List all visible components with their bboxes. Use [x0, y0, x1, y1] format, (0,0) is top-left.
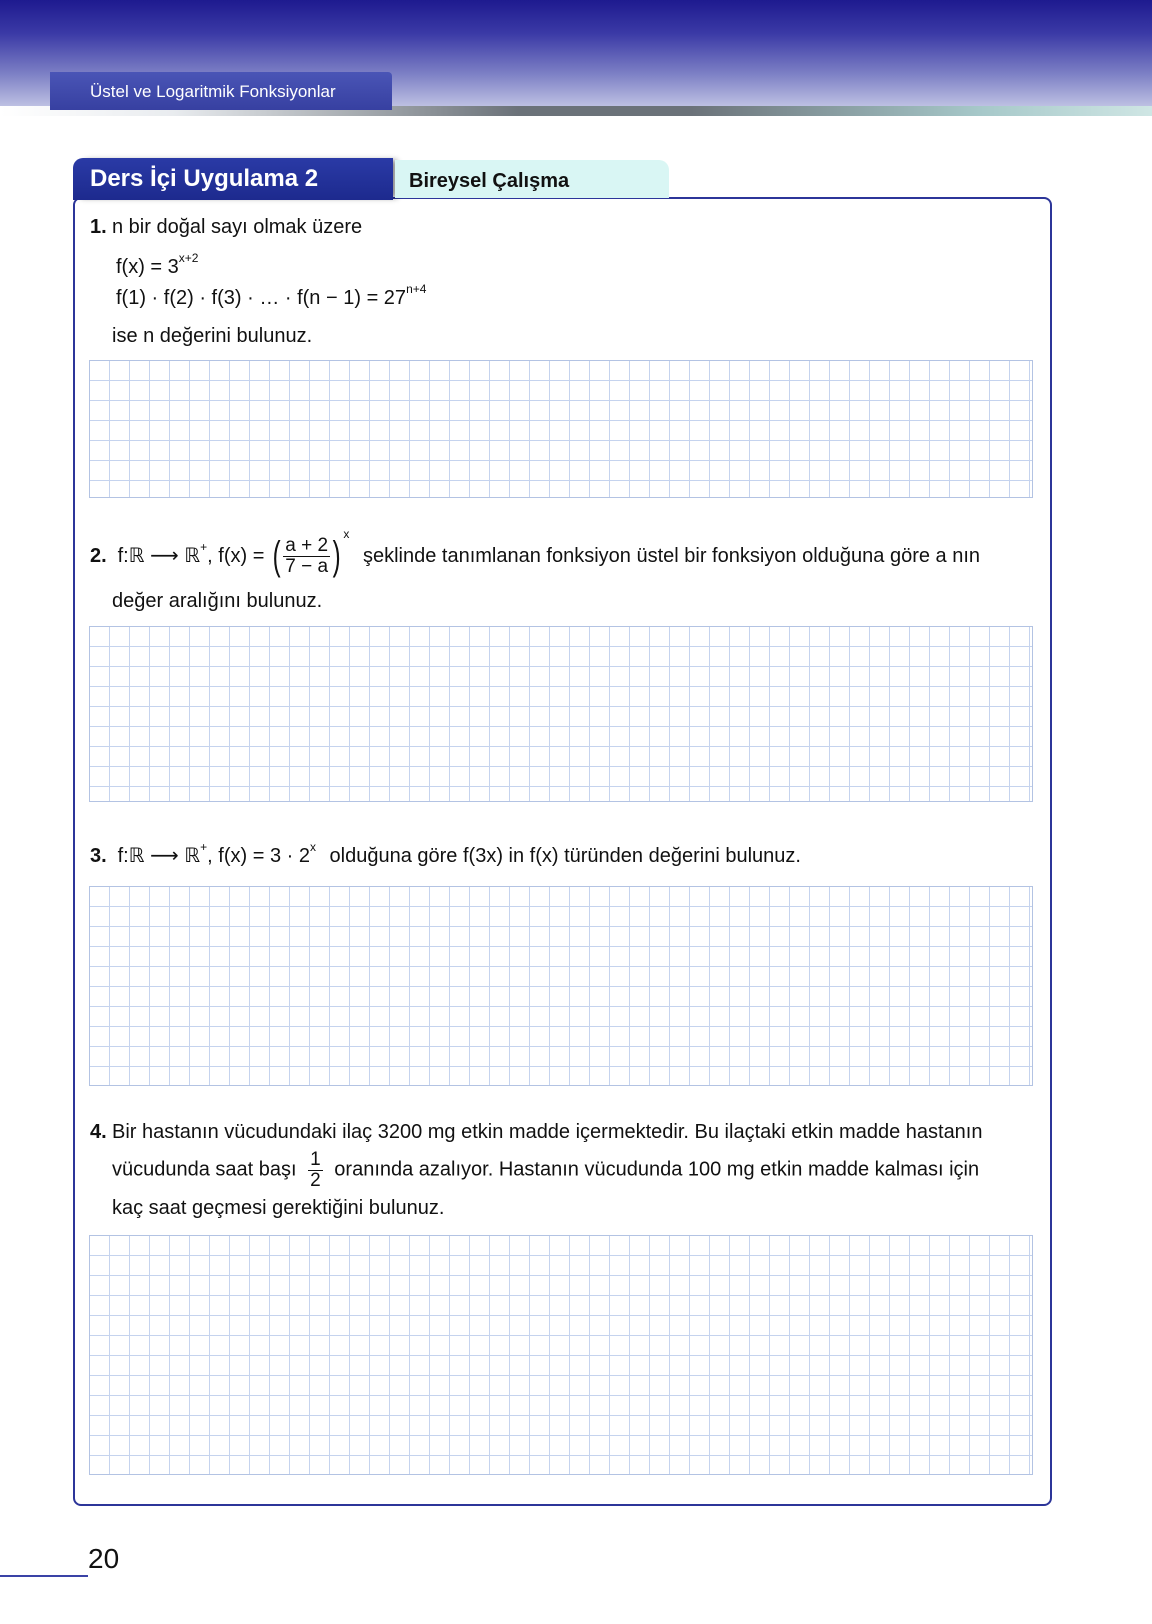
right-paren: ): [332, 534, 341, 579]
fraction: $\frac{1}{2}$: [310, 1149, 321, 1191]
equation-1: $f(x) = 3^{x+2}$: [116, 251, 199, 278]
question-text: şeklinde tanımlanan fonksiyon üstel bir fonksiyon olduğuna göre a nın: [362, 544, 981, 567]
answer-grid-1[interactable]: [89, 360, 1033, 498]
answer-grid-4[interactable]: [89, 1235, 1033, 1475]
equation-2: f(1) · f(2) · f(3) · … · $f(n - 1) = 27^{n+4}$: [116, 282, 427, 309]
question-ask: ise n değerini bulunuz.: [112, 325, 313, 347]
answer-grid-3[interactable]: [89, 886, 1033, 1086]
question-4-line2: vücudunda saat başı $\frac{1}{2}$ oranında azalıyor. Hastanın vücudunda 100 mg etkin madde kalması için: [112, 1149, 980, 1191]
section-title: Ders İçi Uygulama 2: [73, 158, 393, 200]
question-text-2: değer aralığını bulunuz.: [112, 590, 323, 612]
question-intro: n bir doğal sayı olmak üzere: [112, 216, 363, 238]
question-3: [90, 840, 801, 868]
question-number: 2.: [90, 544, 107, 567]
question-text: Bir hastanın vücudundaki ilaç 3200 mg etkin madde içermektedir. Bu ilaçtaki etkin madde hastanın: [112, 1121, 983, 1143]
fraction: $\frac{a + 2}{7 - a}$: [285, 535, 329, 577]
function-def: f:ℝ ⟶ ℝ+, f(x) =: [117, 540, 265, 567]
section-subtitle: Bireysel Çalışma: [395, 160, 669, 198]
question-text: olduğuna göre f(3x) in f(x) türünden değerini bulunuz.: [329, 845, 801, 867]
page-number: 20: [88, 1543, 120, 1574]
question-number: 3.: [90, 845, 107, 867]
question-number: 1.: [90, 216, 107, 238]
left-paren: (: [272, 534, 281, 579]
question-2: 2. f:ℝ ⟶ ℝ+, f(x) = ( $\frac{a + 2}{7 - a}$ )$^x$ şeklinde tanımlanan fonksiyon üstel bir fonksiyon olduğuna göre a nın: [90, 527, 981, 579]
question-4: [90, 1121, 983, 1144]
page-rule: [0, 1575, 88, 1577]
answer-grid-2[interactable]: [89, 626, 1033, 802]
function-def: f:ℝ ⟶ ℝ+, $f(x) = 3 \cdot 2^x$: [117, 840, 316, 867]
question-number: 4.: [90, 1121, 107, 1143]
question-1: [90, 215, 362, 239]
chapter-title: Üstel ve Logaritmik Fonksiyonlar: [50, 72, 392, 110]
question-4-line3: kaç saat geçmesi gerektiğini bulunuz.: [112, 1197, 445, 1219]
